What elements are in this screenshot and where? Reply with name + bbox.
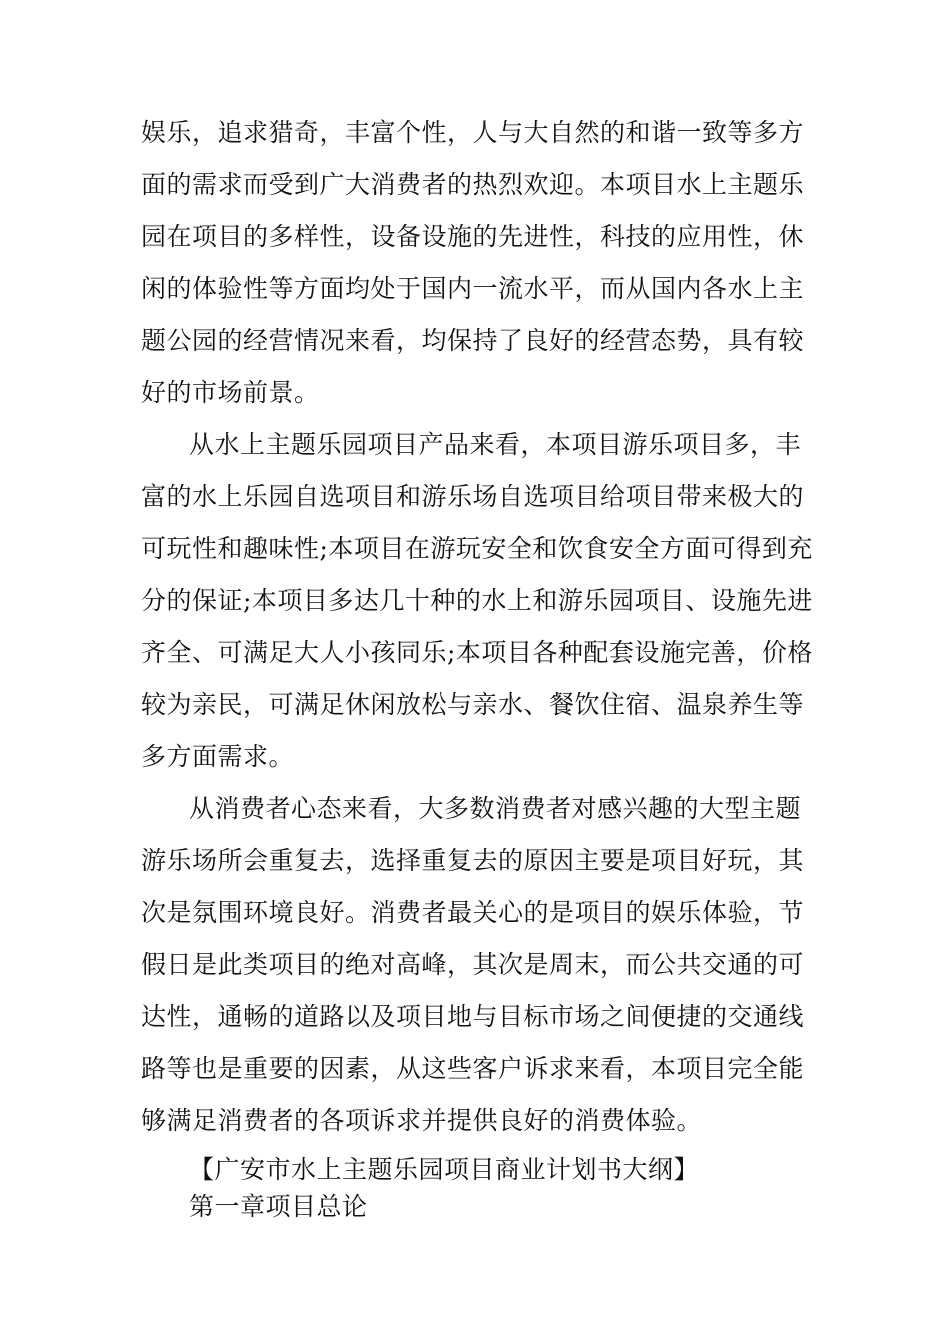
- paragraph-1-line-3: 园在项目的多样性，设备设施的先进性，科技的应用性，休: [141, 222, 805, 251]
- paragraph-3-line-4: 假日是此类项目的绝对高峰，其次是周末，而公共交通的可: [141, 950, 805, 979]
- paragraph-1-line-4: 闲的体验性等方面均处于国内一流水平，而从国内各水上主: [141, 274, 805, 303]
- paragraph-3-line-7: 够满足消费者的各项诉求并提供良好的消费体验。: [141, 1106, 703, 1135]
- chapter-heading: 第一章项目总论: [189, 1192, 368, 1221]
- paragraph-1-line-5: 题公园的经营情况来看，均保持了良好的经营态势，具有较: [141, 326, 805, 355]
- paragraph-1-line-6: 好的市场前景。: [141, 378, 320, 407]
- paragraph-2-line-3: 可玩性和趣味性;本项目在游玩安全和饮食安全方面可得到充: [141, 534, 813, 563]
- paragraph-1-line-1: 娱乐，追求猎奇，丰富个性，人与大自然的和谐一致等多方: [141, 118, 805, 147]
- paragraph-2-line-2: 富的水上乐园自选项目和游乐场自选项目给项目带来极大的: [141, 482, 805, 511]
- paragraph-2-line-4: 分的保证;本项目多达几十种的水上和游乐园项目、设施先进: [141, 586, 813, 615]
- paragraph-2-line-6: 较为亲民，可满足休闲放松与亲水、餐饮住宿、温泉养生等: [141, 690, 805, 719]
- outline-title: 【广安市水上主题乐园项目商业计划书大纲】: [189, 1155, 700, 1184]
- document-body: [141, 0, 841, 1344]
- paragraph-3-line-2: 游乐场所会重复去，选择重复去的原因主要是项目好玩，其: [141, 846, 805, 875]
- paragraph-1-line-2: 面的需求而受到广大消费者的热烈欢迎。本项目水上主题乐: [141, 170, 805, 199]
- paragraph-2-line-7: 多方面需求。: [141, 742, 295, 771]
- paragraph-3-line-3: 次是氛围环境良好。消费者最关心的是项目的娱乐体验，节: [141, 898, 805, 927]
- paragraph-2-line-5: 齐全、可满足大人小孩同乐;本项目各种配套设施完善，价格: [141, 638, 813, 667]
- paragraph-3-line-6: 路等也是重要的因素，从这些客户诉求来看，本项目完全能: [141, 1054, 805, 1083]
- paragraph-2-line-1: 从水上主题乐园项目产品来看，本项目游乐项目多，丰: [189, 430, 802, 459]
- paragraph-3-line-1: 从消费者心态来看，大多数消费者对感兴趣的大型主题: [189, 794, 802, 823]
- paragraph-3-line-5: 达性，通畅的道路以及项目地与目标市场之间便捷的交通线: [141, 1002, 805, 1031]
